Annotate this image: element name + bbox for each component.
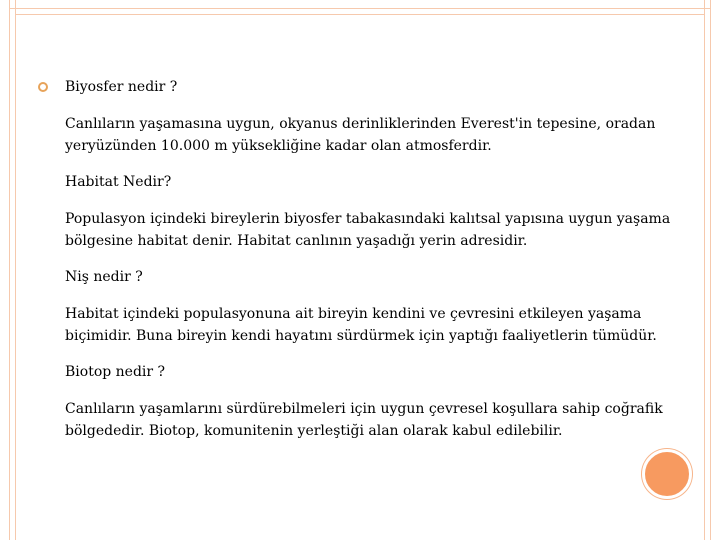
paragraph-line: biçimidir. Buna bireyin kendi hayatını sürdürmek için yaptığı faaliyetlerin tümüdür. [65,328,657,344]
frame-line-right-inner [704,0,705,540]
paragraph-line: yeryüzünden 10.000 m yüksekliğine kadar olan atmosferdir. [65,138,492,154]
section-heading-line [48,266,668,288]
frame-line-left-outer [9,0,10,540]
paragraph-line: bölgededir. Biotop, komunitenin yerleştiği alan olarak kabul edilebilir. [65,423,563,439]
section-heading: Biyosfer nedir ? [65,79,178,95]
frame-line-top-inner [15,14,705,15]
paragraph-line: bölgesine habitat denir. Habitat canlının yaşadığı yerin adresidir. [65,233,528,249]
section-heading: Biotop nedir ? [65,364,166,380]
bullet-item [48,76,668,98]
paragraph-line: Populasyon içindeki bireylerin biyosfer tabakasındaki kalıtsal yapısına uygun yaşama [65,211,671,227]
frame-line-left-inner [15,0,16,540]
section-paragraph [65,113,665,157]
section-heading: Niş nedir ? [65,269,143,285]
section-paragraph [65,208,671,252]
paragraph-line: Canlıların yaşamasına uygun, okyanus derinliklerinden Everest'in tepesine, oradan [65,116,656,132]
section-heading: Habitat Nedir? [65,174,172,190]
section-paragraph [65,303,665,347]
circle-bullet-icon [38,82,48,92]
section-heading-line [48,171,668,193]
paragraph-line: Habitat içindeki populasyonuna ait bireyin kendini ve çevresini etkileyen yaşama [65,306,642,322]
paragraph-line: Canlıların yaşamlarını sürdürebilmeleri için uygun çevresel koşullara sahip coğrafik [65,401,663,417]
decorative-circle-icon [642,449,692,499]
slide-content [48,76,671,442]
section-paragraph [65,398,665,442]
section-heading-line [48,361,668,383]
frame-line-top-outer [9,8,711,9]
frame-line-right-outer [710,0,711,540]
